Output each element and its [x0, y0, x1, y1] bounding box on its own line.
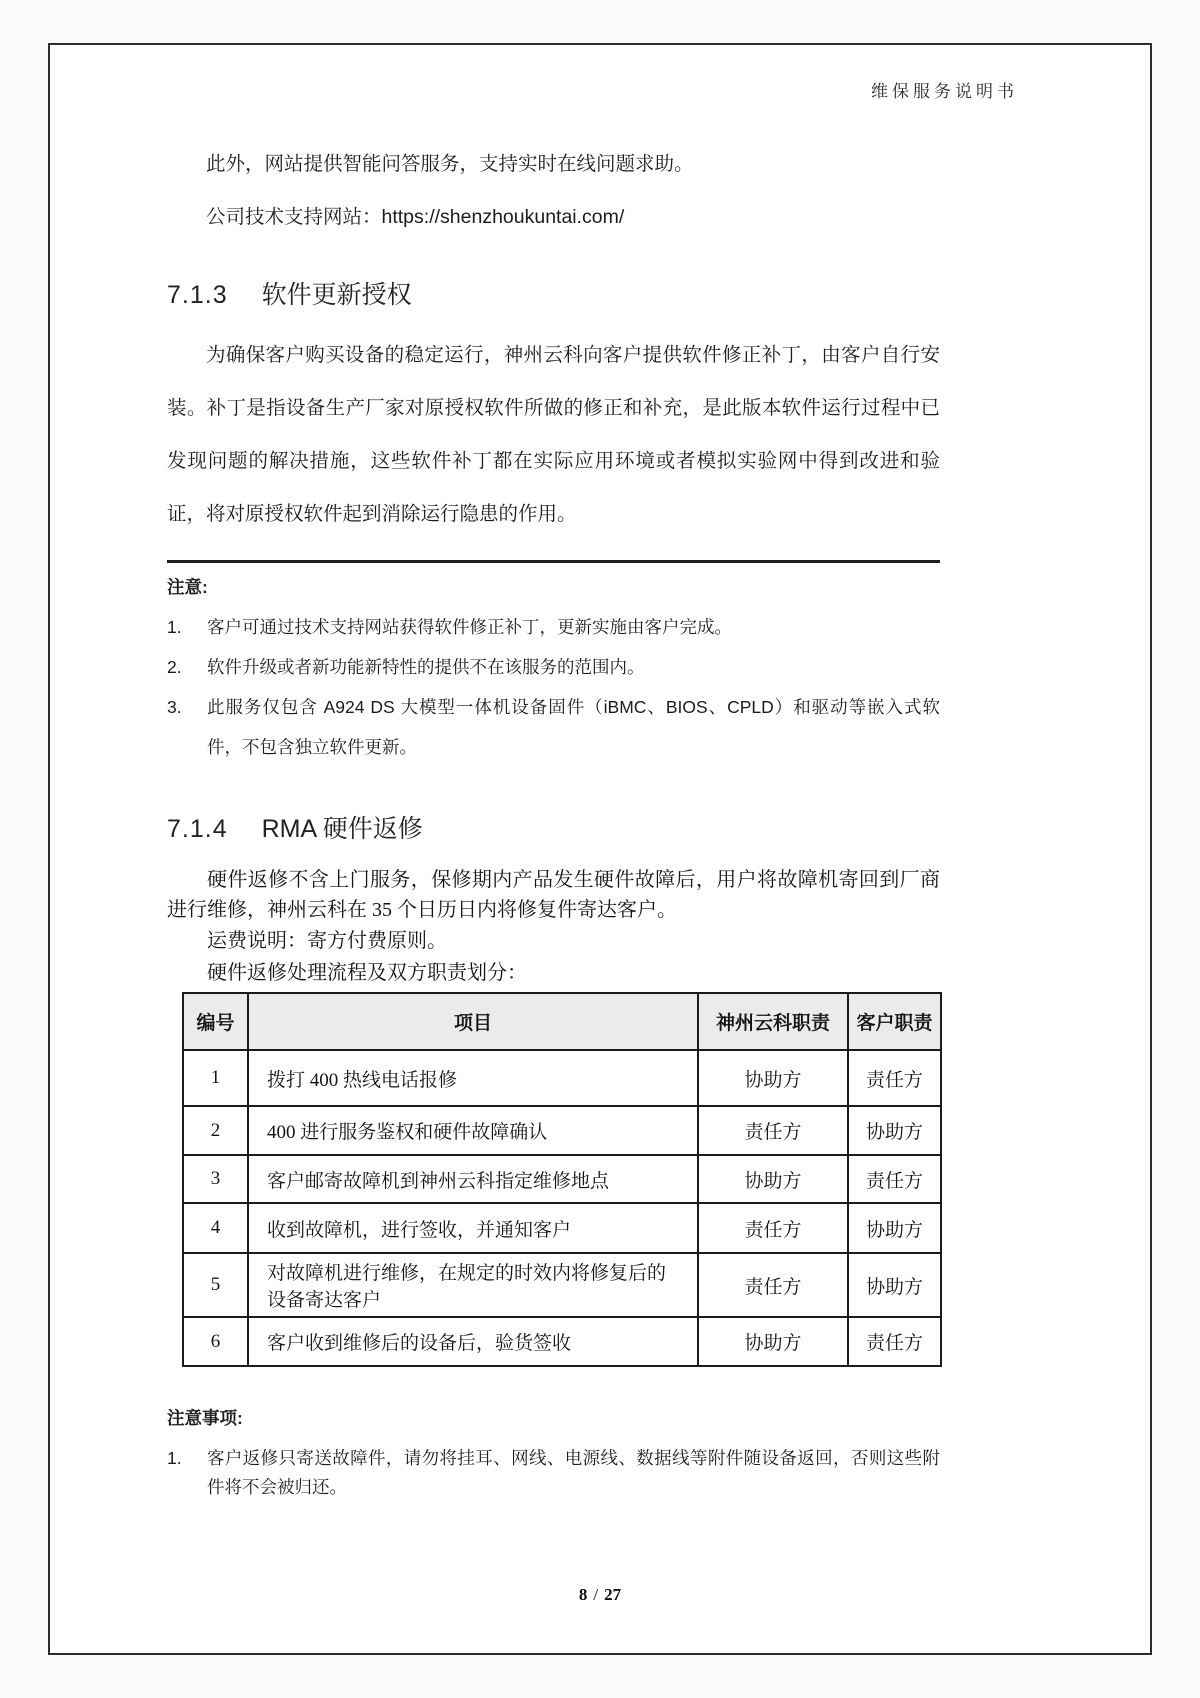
list-item-text: 此服务仅包含 A924 DS 大模型一体机设备固件（iBMC、BIOS、CPLD）和驱动等嵌入式软件，不包含独立软件更新。	[207, 697, 940, 757]
cell-item: 客户收到维修后的设备后，验货签收	[248, 1317, 698, 1366]
section-number: 7.1.4	[167, 815, 228, 843]
column-header-customer-role: 客户职责	[848, 993, 941, 1050]
page-number-footer	[50, 1585, 1150, 1605]
table-row	[183, 1203, 941, 1253]
list-item	[167, 647, 940, 687]
note-list	[167, 607, 940, 767]
cell-item: 400 进行服务鉴权和硬件故障确认	[248, 1106, 698, 1155]
section-7-1-3-body: 为确保客户购买设备的稳定运行，神州云科向客户提供软件修正补丁，由客户自行安装。补丁是指设备生产厂家对原授权软件所做的修正和补充，是此版本软件运行过程中已发现问题的解决措施，这些软件补丁都在实际应用环境或者模拟实验网中得到改进和验证，将对原授权软件起到消除运行隐患的作用。	[167, 344, 940, 525]
document-title-header: 维保服务说明书	[871, 82, 1018, 101]
table-row	[183, 1317, 941, 1366]
section-number: 7.1.3	[167, 281, 228, 309]
section-7-1-4-paragraph-1: 硬件返修不含上门服务，保修期内产品发生硬件故障后，用户将故障机寄回到厂商进行维修，神州云科在 35 个日历日内将修复件寄达客户。	[167, 869, 940, 921]
section-title: RMA 硬件返修	[261, 815, 423, 843]
list-item-text: 软件升级或者新功能新特性的提供不在该服务的范围内。	[207, 657, 645, 677]
cell-customer-role: 责任方	[848, 1050, 941, 1106]
intro-paragraph-2: 公司技术支持网站：https://shenzhoukuntai.com/	[206, 206, 625, 228]
cell-vendor-role: 责任方	[698, 1203, 848, 1253]
list-item-text: 客户返修只寄送故障件，请勿将挂耳、网线、电源线、数据线等附件随设备返回，否则这些附件将不会被归还。	[207, 1448, 940, 1497]
list-item-number: 2.	[167, 657, 182, 677]
list-item	[167, 607, 940, 647]
cell-number: 5	[183, 1253, 248, 1317]
cell-customer-role: 责任方	[848, 1155, 941, 1203]
list-item-number: 1.	[167, 1448, 182, 1468]
table-header-row	[183, 993, 941, 1050]
cell-number: 1	[183, 1050, 248, 1106]
cell-number: 4	[183, 1203, 248, 1253]
notice-label: 注意事项:	[167, 1408, 243, 1428]
current-page-number: 8	[578, 1585, 588, 1604]
section-heading-7-1-3	[167, 279, 940, 312]
list-item-number: 3.	[167, 697, 182, 717]
page-number-separator: /	[593, 1585, 599, 1604]
list-item	[167, 687, 940, 767]
table-row	[183, 1253, 941, 1317]
cell-item: 客户邮寄故障机到神州云科指定维修地点	[248, 1155, 698, 1203]
cell-number: 2	[183, 1106, 248, 1155]
table-row	[183, 1050, 941, 1106]
cell-customer-role: 协助方	[848, 1253, 941, 1317]
section-heading-7-1-4	[167, 813, 940, 846]
cell-customer-role: 协助方	[848, 1106, 941, 1155]
horizontal-rule	[167, 560, 940, 563]
cell-vendor-role: 责任方	[698, 1106, 848, 1155]
section-7-1-4-paragraph-3: 硬件返修处理流程及双方职责划分：	[207, 962, 527, 984]
column-header-number: 编号	[183, 993, 248, 1050]
cell-vendor-role: 责任方	[698, 1253, 848, 1317]
list-item-number: 1.	[167, 617, 182, 637]
page-content	[167, 151, 940, 1502]
cell-vendor-role: 协助方	[698, 1317, 848, 1366]
total-pages: 27	[604, 1585, 622, 1604]
section-title: 软件更新授权	[261, 281, 412, 309]
note-label: 注意:	[167, 577, 208, 597]
cell-item: 对故障机进行维修，在规定的时效内将修复后的设备寄达客户	[248, 1253, 698, 1317]
rma-responsibility-table	[182, 992, 942, 1367]
cell-number: 3	[183, 1155, 248, 1203]
column-header-item: 项目	[248, 993, 698, 1050]
cell-customer-role: 协助方	[848, 1203, 941, 1253]
cell-number: 6	[183, 1317, 248, 1366]
cell-vendor-role: 协助方	[698, 1050, 848, 1106]
table-row	[183, 1106, 941, 1155]
intro-paragraph-1: 此外，网站提供智能问答服务，支持实时在线问题求助。	[206, 153, 694, 175]
list-item-text: 客户可通过技术支持网站获得软件修正补丁，更新实施由客户完成。	[207, 617, 732, 637]
column-header-vendor-role: 神州云科职责	[698, 993, 848, 1050]
list-item	[167, 1444, 940, 1502]
section-7-1-4-paragraph-2: 运费说明：寄方付费原则。	[207, 930, 447, 952]
cell-item: 收到故障机，进行签收，并通知客户	[248, 1203, 698, 1253]
cell-vendor-role: 协助方	[698, 1155, 848, 1203]
cell-customer-role: 责任方	[848, 1317, 941, 1366]
cell-item: 拨打 400 热线电话报修	[248, 1050, 698, 1106]
table-row	[183, 1155, 941, 1203]
document-page	[48, 43, 1152, 1655]
